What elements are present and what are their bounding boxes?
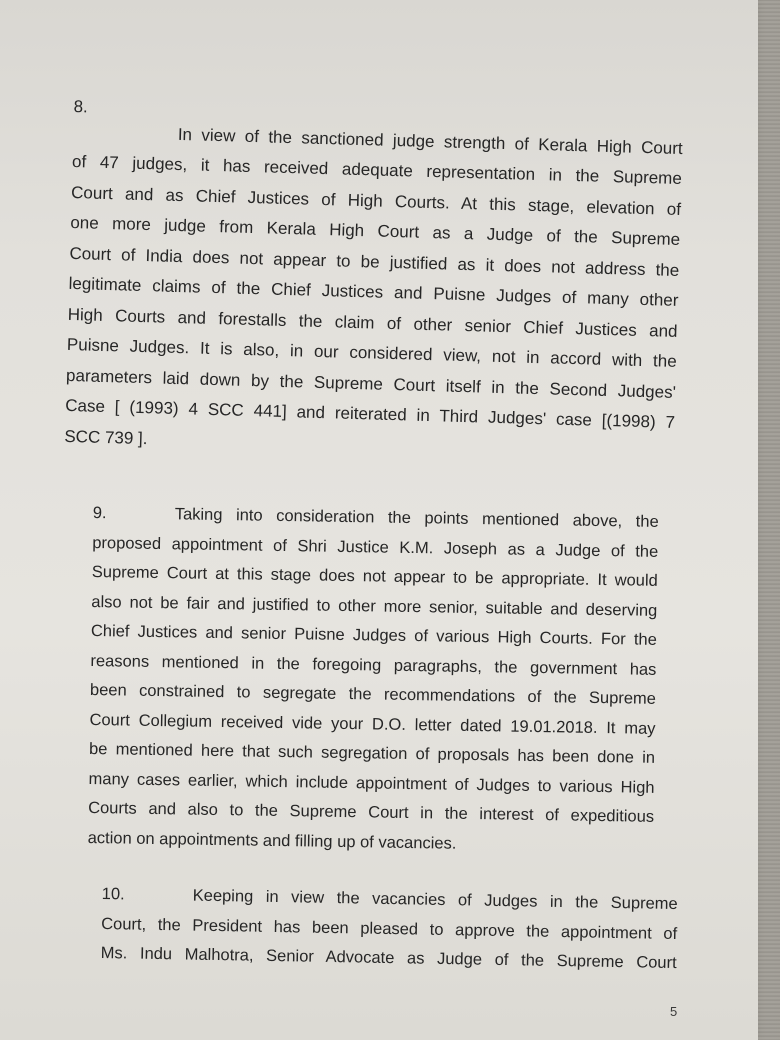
paragraph-8 (64, 92, 684, 469)
paragraph-number: 8. (73, 96, 89, 117)
paragraph-line: reasons mentioned in the foregoing paragraphs, the government has (90, 651, 657, 679)
paragraph-line: Court, the President has been pleased to approve the appointment of (101, 914, 678, 943)
paragraph-line: one more judge from Kerala High Court as a Judge of the Supreme (70, 212, 681, 249)
page-stack-edge (758, 0, 780, 1040)
paragraph-line: of 47 judges, it has received adequate representation in the Supreme (71, 151, 683, 189)
paragraph-line: Court Collegium received vide your D.O. letter dated 19.01.2018. It may (89, 710, 656, 738)
paragraph-line: Case [ (1993) 4 SCC 441] and reiterated in Third Judges' case [(1998) 7 (64, 395, 676, 432)
paragraph-line: Keeping in view the vacancies of Judges in the Supreme (192, 886, 678, 914)
paragraph-line: SCC 739 ]. (64, 426, 148, 448)
paragraph-number: 10. (101, 884, 125, 904)
paragraph-line: Courts and also to the Supreme Court in the interest of expeditious (88, 798, 655, 826)
indent-spacer (72, 116, 178, 149)
paragraph-line: action on appointments and filling up of vacancies. (87, 828, 457, 853)
page-number: 5 (670, 1004, 678, 1019)
paragraph-line: also not be fair and justified to other more senior, suitable and deserving (91, 592, 658, 620)
paragraph-line: Ms. Indu Malhotra, Senior Advocate as Judge of the Supreme Court (100, 943, 677, 973)
paragraph-line: be mentioned here that such segregation of proposals has been done in (88, 739, 656, 767)
paragraph-line: many cases earlier, which include appointment of Judges to various High (88, 769, 655, 797)
paragraph-number: 9. (92, 503, 107, 523)
paragraph-line: legitimate claims of the Chief Justices and Puisne Judges of many other (68, 273, 679, 310)
paragraph-line: Court of India does not appear to be justified as it does not address the (69, 243, 680, 280)
paragraph-10 (100, 880, 677, 979)
paragraph-line: Taking into consideration the points mentioned above, the (174, 505, 659, 531)
paragraph-line: proposed appointment of Shri Justice K.M. Joseph as a Judge of the (92, 533, 659, 561)
paragraph-9 (87, 499, 658, 862)
paragraph-line: Supreme Court at this stage does not appear to be appropriate. It would (91, 562, 658, 590)
paragraph-line: parameters laid down by the Supreme Court itself in the Second Judges' (65, 365, 677, 402)
paragraph-line: Chief Justices and senior Puisne Judges of various High Courts. For the (90, 621, 657, 649)
paragraph-line: Court and as Chief Justices of High Courts. At this stage, elevation of (70, 182, 682, 219)
paragraph-line: In view of the sanctioned judge strength of Kerala High Court (177, 124, 683, 158)
paragraph-line: Puisne Judges. It is also, in our considered view, not in accord with the (66, 334, 677, 371)
paragraph-line: been constrained to segregate the recommendations of the Supreme (89, 680, 657, 708)
paragraph-line: High Courts and forestalls the claim of other senior Chief Justices and (67, 304, 678, 341)
